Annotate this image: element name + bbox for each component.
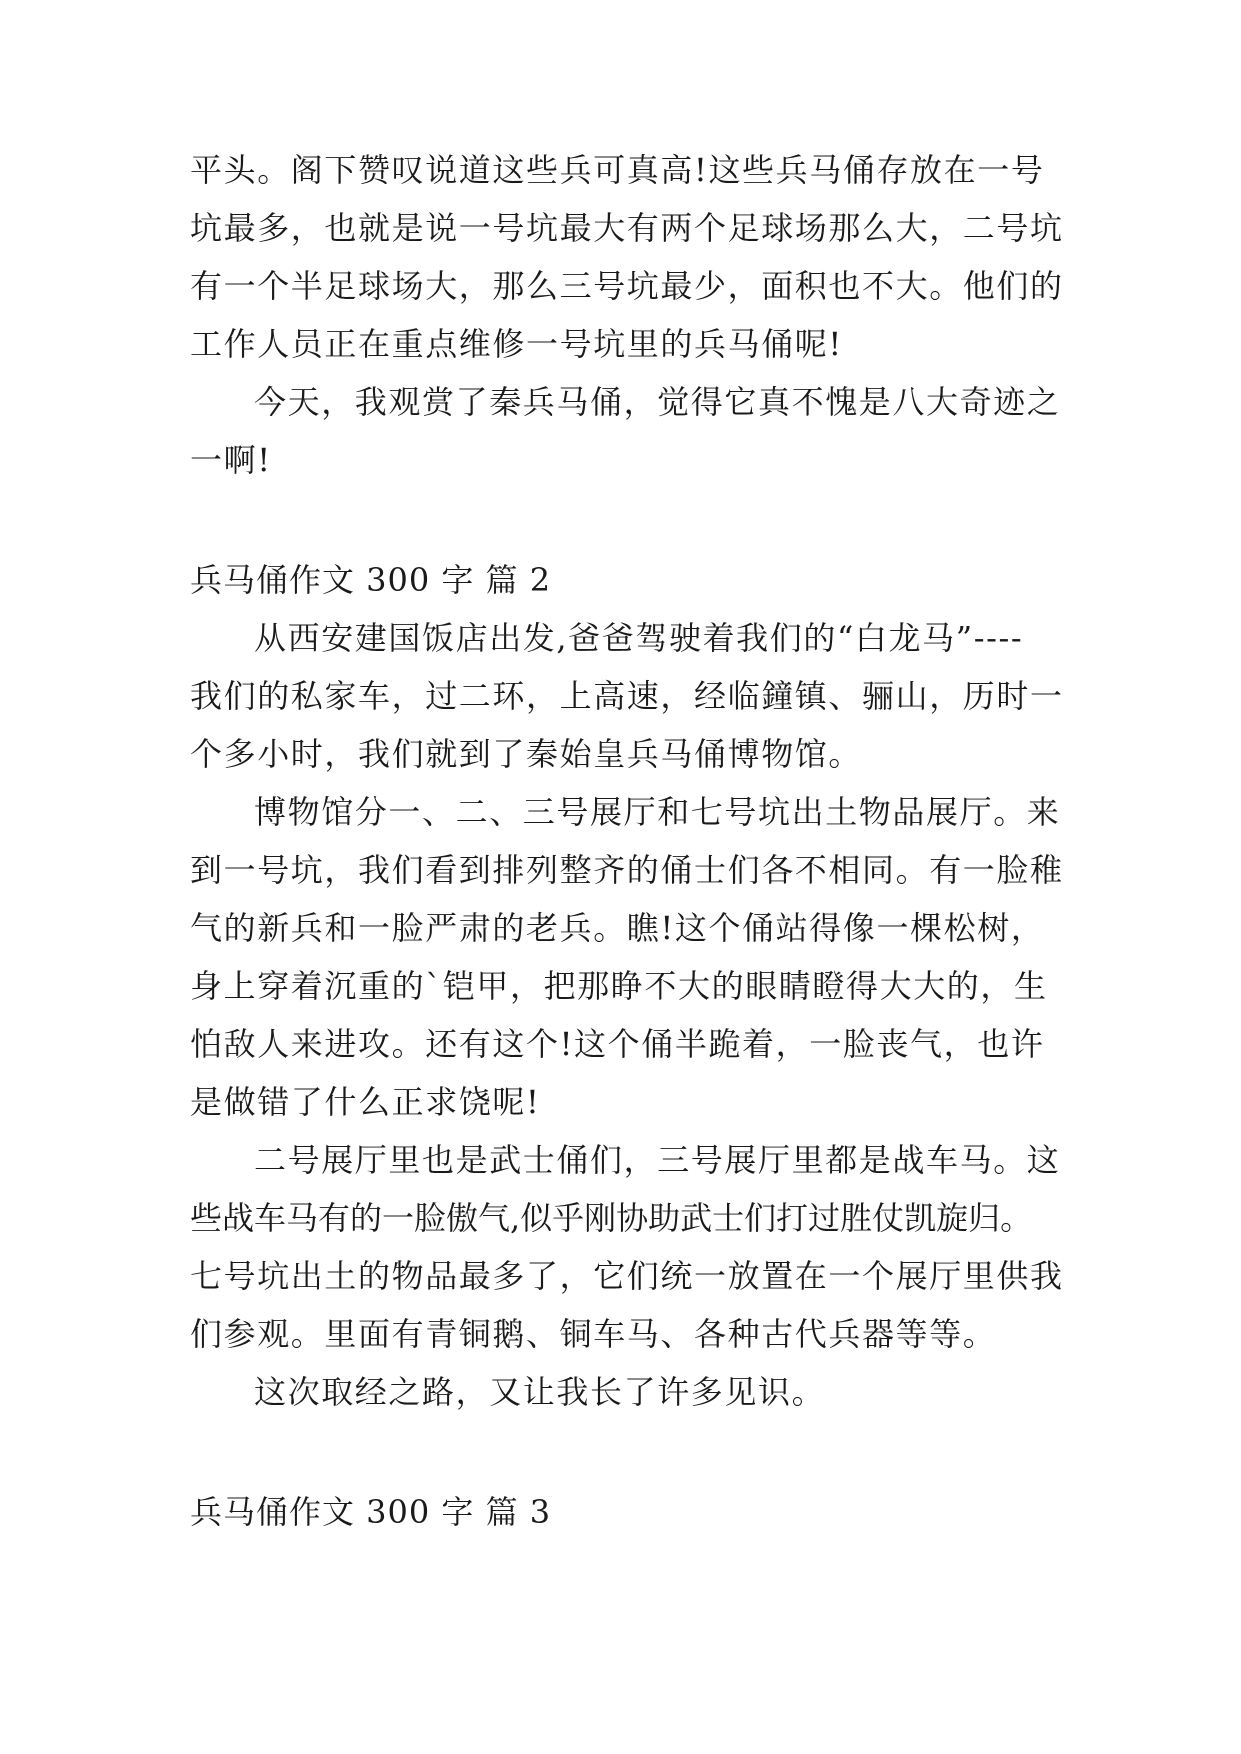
text-line: 七号坑出土的物品最多了，它们统一放置在一个展厅里供我 <box>190 1257 1064 1295</box>
text-line: 有一个半足球场大，那么三号坑最少，面积也不大。他们的 <box>190 267 1064 305</box>
text-line: 这次取经之路，又让我长了许多见识。 <box>254 1373 826 1411</box>
text-line: 怕敌人来进攻。还有这个!这个俑半跪着，一脸丧气，也许 <box>190 1025 1045 1063</box>
text-line: 到一号坑，我们看到排列整齐的俑士们各不相同。有一脸稚 <box>190 851 1064 889</box>
text-line: 博物馆分一、二、三号展厅和七号坑出土物品展厅。来 <box>254 793 1061 831</box>
text-line: 个多小时，我们就到了秦始皇兵马俑博物馆。 <box>190 735 863 773</box>
text-line: 工作人员正在重点维修一号坑里的兵马俑呢! <box>190 325 843 363</box>
text-line: 今天，我观赏了秦兵马俑，觉得它真不愧是八大奇迹之 <box>254 383 1061 421</box>
text-line: 从西安建国饭店出发,爸爸驾驶着我们的“白龙马”---- <box>254 619 1024 657</box>
text-line: 些战车马有的一脸傲气,似乎刚协助武士们打过胜仗凯旋归。 <box>190 1199 1033 1237</box>
section-heading: 兵马俑作文 300 字 篇 3 <box>190 1493 552 1531</box>
text-line: 二号展厅里也是武士俑们，三号展厅里都是战车马。这 <box>254 1141 1061 1179</box>
text-line: 平头。阁下赞叹说道这些兵可真高!这些兵马俑存放在一号 <box>190 151 1045 189</box>
text-line: 气的新兵和一脸严肃的老兵。瞧!这个俑站得像一棵松树， <box>190 909 1045 947</box>
text-line: 身上穿着沉重的`铠甲，把那睁不大的眼睛瞪得大大的，生 <box>190 967 1048 1005</box>
text-line: 坑最多，也就是说一号坑最大有两个足球场那么大，二号坑 <box>190 209 1064 247</box>
section-heading: 兵马俑作文 300 字 篇 2 <box>190 561 552 599</box>
text-line: 们参观。里面有青铜鹅、铜车马、各种古代兵器等等。 <box>190 1315 997 1353</box>
text-line: 一啊! <box>190 441 272 479</box>
text-line: 我们的私家车，过二环，上高速，经临鐘镇、骊山，历时一 <box>190 677 1064 715</box>
text-line: 是做错了什么正求饶呢! <box>190 1083 541 1121</box>
